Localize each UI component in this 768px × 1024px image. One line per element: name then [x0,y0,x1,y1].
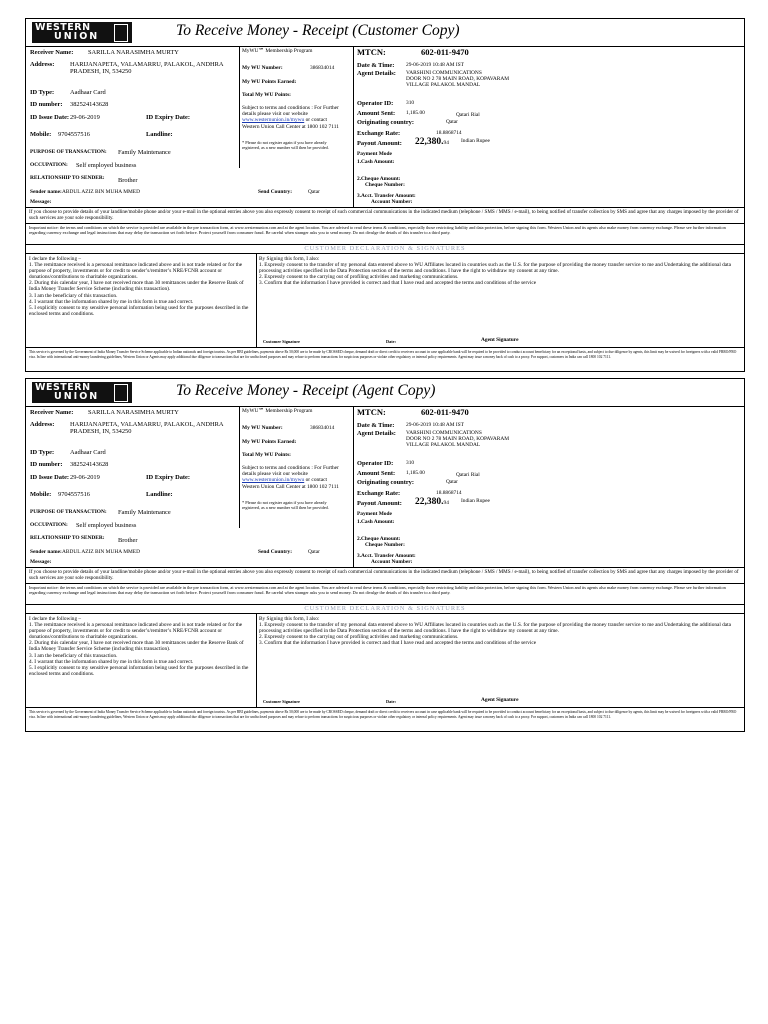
logo-line2: UNION [54,31,100,42]
divider [26,207,744,208]
customer-signature-label: Customer Signature [263,339,300,344]
divider [26,347,744,348]
divider [26,583,744,584]
acct-label: 3.Acct. Transfer Amount: [357,193,416,199]
operator: 310 [406,100,415,106]
id-type-label: ID Type: [30,89,55,96]
operator-label: Operator ID: [357,100,394,107]
mywu-terms-line3: or contact [304,477,327,484]
receiver-name-label: Receiver Name: [30,49,74,56]
mywu-number: 386834014 [310,65,335,71]
declaration-intro: I declare the following – [29,616,82,622]
receiver-name: SARILLA NARASIMHA MURTY [88,409,179,416]
cheque-label: 2.Cheque Amount: [357,176,401,182]
mtcn: 602-011-9470 [421,407,469,417]
id-type: Aadhaar Card [70,89,106,96]
occupation: Self employed business [76,522,137,529]
declaration-item: 3. I am the beneficiary of this transaction. [29,652,118,659]
mywu-terms-line4: Western Union Call Center at 1800 102 7111 [242,483,339,490]
mobile: 9704557516 [58,491,90,498]
payout-amount [415,137,449,149]
agent-line2: DOOR NO 2 78 MAIN ROAD, KOPAVARAM [406,436,510,443]
column-divider [239,46,240,168]
declaration [29,256,253,317]
mtcn-label: MTCN: [357,47,386,57]
mobile: 9704557516 [58,131,90,138]
mywu-number-label: My WU Number: [242,65,283,71]
mywu-website-link[interactable]: www.westernunion.in/mywu [242,477,305,484]
id-number-label: ID number: [30,101,63,108]
divider [26,707,744,708]
receipt-agent-copy [25,378,745,732]
agent-signature-label: Agent Signature [481,337,519,343]
cheque-number-label: Cheque Number: [365,182,405,188]
origin: Qatar [446,119,458,125]
cheque-label: 2.Cheque Amount: [357,536,401,542]
id-type-label: ID Type: [30,449,55,456]
cash-label: 1.Cash Amount: [357,159,395,165]
send-country-label: Send Country: [258,189,292,195]
signing-consent [259,616,739,646]
mobile-label: Mobile: [30,491,52,498]
notice-text: Important notice: the terms and conditions on which the service is provided are available in the pre transaction form, at www.westernunion.com and at the agent location. You are advised to read these terms & conditions, especially those restricting liability and data protection, before signing this form. Western Union and its agents also make money from currency exchange. Please see further information regarding currency exchange and legal instructions that may delay the transaction set forth before. Protect yourself from consumer fraud. Be careful when stranger asks you to send money. Do not divulge the details of this transfer to a third party. [29,585,726,595]
sender-name: ABDUL AZIZ BIN MUHA MMED [62,549,140,555]
logo-mark-icon [114,24,128,42]
logo-line1: WESTERN [35,22,91,33]
footer-text: This service is governed by the Government of India Money Transfer Service Scheme applicable to Indian nationals and foreign tourists. As per RBI guidelines, payments above Rs 50,000 are to be made by CROSSED cheque, demand draft or direct credit to receivers account in case applicable bank will be required to be provided to conduct account beneficiary for an exceptional basis, and subject to due diligence by agents, this limit may be waived for foreigners with a valid FRRO/FRO visa. In line with international anti-money laundering guidelines, Western Union or Agents may apply additional due diligence to transactions that are for undisclosed purposes and may refuse to perform transactions for suspicious purposes or violate other regulatory or internal policy requirements. Agent may issue a money back of cash to a proxy. For support, customers in India can call 1800 102 7111. [29,350,737,359]
occupation: Self employed business [76,162,137,169]
receipt-header [26,379,744,407]
receipt-title: To Receive Money - Receipt (Customer Copy) [176,22,460,39]
divider [26,223,744,224]
message-label: Message: [30,559,52,565]
relationship-label: RELATIONSHIP TO SENDER: [30,535,105,541]
send-country: Qatar [308,189,320,195]
payout-label: Payout Amount: [357,500,402,507]
declaration-item: 4. I warrant that the information shared by me in this form is true and correct. [29,298,194,305]
mywu-program: MyWU℠ Membership Program [242,408,313,414]
id-issue-date-label: ID Issue Date: [30,474,70,481]
western-union-logo [32,382,132,403]
mywu-terms-line2: details please visit our website [242,471,308,478]
receiver-name: SARILLA NARASIMHA MURTY [88,49,179,56]
mywu-terms [242,465,339,490]
signing-item: 1. Expressly consent to the transfer of my personal data entered above to WU Affiliates located in countries such as the U.S. for the purpose of providing the money transfer service to me and Undertaking the additional data processing activities specified in the Data Protection section of the terms and conditions. I have the right to withdraw my consent at any time. [259,622,731,635]
notice-text: Important notice: the terms and conditions on which the service is provided are available in the pre transaction form, at www.westernunion.com and at the agent location. You are advised to read these terms & conditions, especially those restricting liability and data protection, before signing this form. Western Union and its agents also make money from currency exchange. Please see further information regarding currency exchange and legal instructions that may delay the transaction set forth before. Protect yourself from consumer fraud. Be careful when stranger asks you to send money. Do not divulge the details of this transfer to a third party. [29,225,726,235]
date-label: Date & Time: [357,422,395,429]
signing-item: 3. Confirm that the information I have provided is correct and that I have read and accepted the terms and conditions of the service [259,280,537,287]
id-expiry-label: ID Expiry Date: [146,474,191,481]
signing-intro: By Signing this form, I also: [259,616,320,622]
exchange-label: Exchange Rate: [357,130,401,137]
landline-label: Landline: [146,131,173,138]
receipt-title: To Receive Money - Receipt (Agent Copy) [176,382,436,399]
declaration-item: 4. I warrant that the information shared by me in this form is true and correct. [29,658,194,665]
id-issue-date: 29-06-2019 [70,114,100,121]
agent-signature-label: Agent Signature [481,697,519,703]
declaration-item: 1. The remittance received is a personal remittance indicated above and is not trade related or for the purpose of property, investments or for credit to sender’s/remitter’s NRE/FCNR account or donations/contributions to charitable organizations. [29,622,243,641]
payment-mode-label: Payment Mode [357,151,392,157]
declaration-heading: CUSTOMER DECLARATION & SIGNATURES [304,245,466,252]
mywu-terms-line1: Subject to terms and conditions : For Further [242,465,339,471]
address-line2: PRADESH, IN, 534250 [70,428,132,435]
payout-main: 22,380. [415,497,444,507]
origin-label: Originating country: [357,479,414,486]
logo-mark-icon [114,384,128,402]
mywu-points-earned-label: My WU Points Earned: [242,79,297,85]
signing-item: 2. Expressly consent to the carrying out of profiling activities and marketing communications. [259,274,459,281]
declaration-item: 5. I explicitly consent to my sensitive personal information being used for the purposes described in the enclosed terms and conditions. [29,304,249,317]
column-divider [256,253,257,347]
address-line1: HARIJANAPETA, VALAMARRU, PALAKOL, ANDHRA [70,61,224,68]
mywu-note-line1: * Please do not register again if you have already [242,140,327,145]
signing-consent [259,256,739,286]
address-line1: HARIJANAPETA, VALAMARRU, PALAKOL, ANDHRA [70,421,224,428]
id-number-label: ID number: [30,461,63,468]
declaration-heading: CUSTOMER DECLARATION & SIGNATURES [304,605,466,612]
id-number: 382524143628 [70,101,109,108]
mtcn-label: MTCN: [357,407,386,417]
mywu-terms-line1: Subject to terms and conditions : For Further [242,105,339,111]
id-issue-date: 29-06-2019 [70,474,100,481]
occupation-label: OCCUPATION: [30,522,68,528]
address-line2: PRADESH, IN, 534250 [70,68,132,75]
mywu-website-link[interactable]: www.westernunion.in/mywu [242,117,305,124]
sender-name: ABDUL AZIZ BIN MUHA MMED [62,189,140,195]
address-label: Address: [30,61,55,68]
receiver-name-label: Receiver Name: [30,409,74,416]
signing-item: 2. Expressly consent to the carrying out of profiling activities and marketing communications. [259,634,459,641]
payout-amount [415,497,449,509]
agent-line1: VARSHINI COMMUNICATIONS [406,430,482,436]
signature-date-label: Date: [386,699,397,704]
message-label: Message: [30,199,52,205]
amount-sent: 1,185.00 [406,110,425,116]
mywu-total-points-label: Total My WU Points: [242,92,291,98]
declaration-item: 5. I explicitly consent to my sensitive personal information being used for the purposes described in the enclosed terms and conditions. [29,664,249,677]
agent-line2: DOOR NO 2 78 MAIN ROAD, KOPAVARAM [406,76,510,83]
logo-line1: WESTERN [35,382,91,393]
payout-main: 22,380. [415,137,444,147]
column-divider [353,46,354,208]
mywu-total-points-label: Total My WU Points: [242,452,291,458]
agent-details [406,70,509,89]
payout-currency: Indian Rupee [461,138,490,144]
payout-decimals: 94 [443,500,449,506]
mywu-terms-line2: details please visit our website [242,111,308,118]
sender-label: Sender name: [30,189,62,195]
purpose: Family Maintenance [118,509,171,516]
declaration-item: 3. I am the beneficiary of this transaction. [29,292,118,299]
exchange-rate: 18.8868714 [436,490,462,496]
id-expiry-label: ID Expiry Date: [146,114,191,121]
payout-label: Payout Amount: [357,140,402,147]
relationship: Brother [118,177,138,184]
mywu-number-label: My WU Number: [242,425,283,431]
agent-line1: VARSHINI COMMUNICATIONS [406,70,482,76]
acct-number-label: Account Number: [371,559,413,565]
cheque-number-label: Cheque Number: [365,542,405,548]
occupation-label: OCCUPATION: [30,162,68,168]
address-label: Address: [30,421,55,428]
amount-sent: 1,185.00 [406,470,425,476]
declaration-item: 2. During this calendar year, I have not received more than 30 remittances under the Reserve Bank of India Money Transfer Service Scheme (including this transaction). [29,640,244,653]
column-divider [353,406,354,568]
payout-currency: Indian Rupee [461,498,490,504]
date-value: 29-06-2019 10:48 AM IST [406,62,464,68]
amount-sent-currency: Qatari Rial [456,112,480,118]
divider [26,253,744,254]
column-divider [256,613,257,707]
mywu-terms-line4: Western Union Call Center at 1800 102 7111 [242,123,339,130]
divider [26,567,744,568]
customer-signature-label: Customer Signature [263,699,300,704]
date-value: 29-06-2019 10:48 AM IST [406,422,464,428]
mywu-note [242,500,329,510]
send-country-label: Send Country: [258,549,292,555]
signing-item: 1. Expressly consent to the transfer of my personal data entered above to WU Affiliates located in countries such as the U.S. for the purpose of providing the money transfer service to me and Undertaking the additional data processing activities specified in the Data Protection section of the terms and conditions. I have the right to withdraw my consent at any time. [259,262,731,275]
declaration-intro: I declare the following – [29,256,82,262]
id-issue-date-label: ID Issue Date: [30,114,70,121]
agent-label: Agent Details: [357,70,396,77]
mywu-terms [242,105,339,130]
declaration [29,616,253,677]
consent-text: If you choose to provide details of your landline/mobile phone and/or your e-mail in the optional entries above you also expressly consent to receipt of such commercial communications in the indicated medium (telephone / SMS / MMS / e-mail), to being notified of transfer collection by SMS and agree that any charges imposed by the provider of such services are your sole responsibility. [29,569,739,581]
receipt-customer-copy [25,18,745,372]
purpose-label: PURPOSE OF TRANSACTION: [30,509,107,515]
declaration-item: 2. During this calendar year, I have not received more than 30 remittances under the Reserve Bank of India Money Transfer Service Scheme (including this transaction). [29,280,244,293]
date-label: Date & Time: [357,62,395,69]
divider [26,613,744,614]
column-divider [239,406,240,528]
operator-label: Operator ID: [357,460,394,467]
mywu-note [242,140,329,150]
receipt-header [26,19,744,47]
declaration-item: 1. The remittance received is a personal remittance indicated above and is not trade related or for the purpose of property, investments or for credit to sender’s/remitter’s NRE/FCNR account or donations/contributions to charitable organizations. [29,262,243,281]
purpose: Family Maintenance [118,149,171,156]
amount-sent-currency: Qatari Rial [456,472,480,478]
mywu-terms-line3: or contact [304,117,327,124]
acct-number-label: Account Number: [371,199,413,205]
mywu-note-line2: registered, as a new number will then be provided. [242,505,329,510]
landline-label: Landline: [146,491,173,498]
payment-mode-label: Payment Mode [357,511,392,517]
purpose-label: PURPOSE OF TRANSACTION: [30,149,107,155]
exchange-label: Exchange Rate: [357,490,401,497]
signing-item: 3. Confirm that the information I have provided is correct and that I have read and accepted the terms and conditions of the service [259,640,537,647]
sender-label: Sender name: [30,549,62,555]
send-country: Qatar [308,549,320,555]
footer-text: This service is governed by the Government of India Money Transfer Service Scheme applicable to Indian nationals and foreign tourists. As per RBI guidelines, payments above Rs 50,000 are to be made by CROSSED cheque, demand draft or direct credit to receivers account in case applicable bank will be required to be provided to conduct account beneficiary for an exceptional basis, and subject to due diligence by agents, this limit may be waived for foreigners with a valid FRRO/FRO visa. In line with international anti-money laundering guidelines, Western Union or Agents may apply additional due diligence to transactions that are for undisclosed purposes and may refuse to perform transactions for suspicious purposes or violate other regulatory or internal policy requirements. Agent may issue a money back of cash to a proxy. For support, customers in India can call 1800 102 7111. [29,710,737,719]
relationship: Brother [118,537,138,544]
signature-date-label: Date: [386,339,397,344]
agent-label: Agent Details: [357,430,396,437]
origin: Qatar [446,479,458,485]
operator: 310 [406,460,415,466]
mywu-program: MyWU℠ Membership Program [242,48,313,54]
mobile-label: Mobile: [30,131,52,138]
cash-label: 1.Cash Amount: [357,519,395,525]
logo-line2: UNION [54,391,100,402]
acct-label: 3.Acct. Transfer Amount: [357,553,416,559]
id-number: 382524143628 [70,461,109,468]
amount-sent-label: Amount Sent: [357,470,396,477]
agent-line3: VILLAGE PALAKOL MANDAL [406,442,481,449]
exchange-rate: 18.8868714 [436,130,462,136]
amount-sent-label: Amount Sent: [357,110,396,117]
agent-details [406,430,509,449]
mywu-note-line2: registered, as a new number will then be provided. [242,145,329,150]
relationship-label: RELATIONSHIP TO SENDER: [30,175,105,181]
signing-intro: By Signing this form, I also: [259,256,320,262]
consent-text: If you choose to provide details of your landline/mobile phone and/or your e-mail in the optional entries above you also expressly consent to receipt of such commercial communications in the indicated medium (telephone / SMS / MMS / e-mail), to being notified of transfer collection by SMS and agree that any charges imposed by the provider of such services are your sole responsibility. [29,209,739,221]
payout-decimals: 94 [443,140,449,146]
western-union-logo [32,22,132,43]
agent-line3: VILLAGE PALAKOL MANDAL [406,82,481,89]
mtcn: 602-011-9470 [421,47,469,57]
mywu-number: 386834014 [310,425,335,431]
id-type: Aadhaar Card [70,449,106,456]
mywu-note-line1: * Please do not register again if you have already [242,500,327,505]
mywu-points-earned-label: My WU Points Earned: [242,439,297,445]
origin-label: Originating country: [357,119,414,126]
